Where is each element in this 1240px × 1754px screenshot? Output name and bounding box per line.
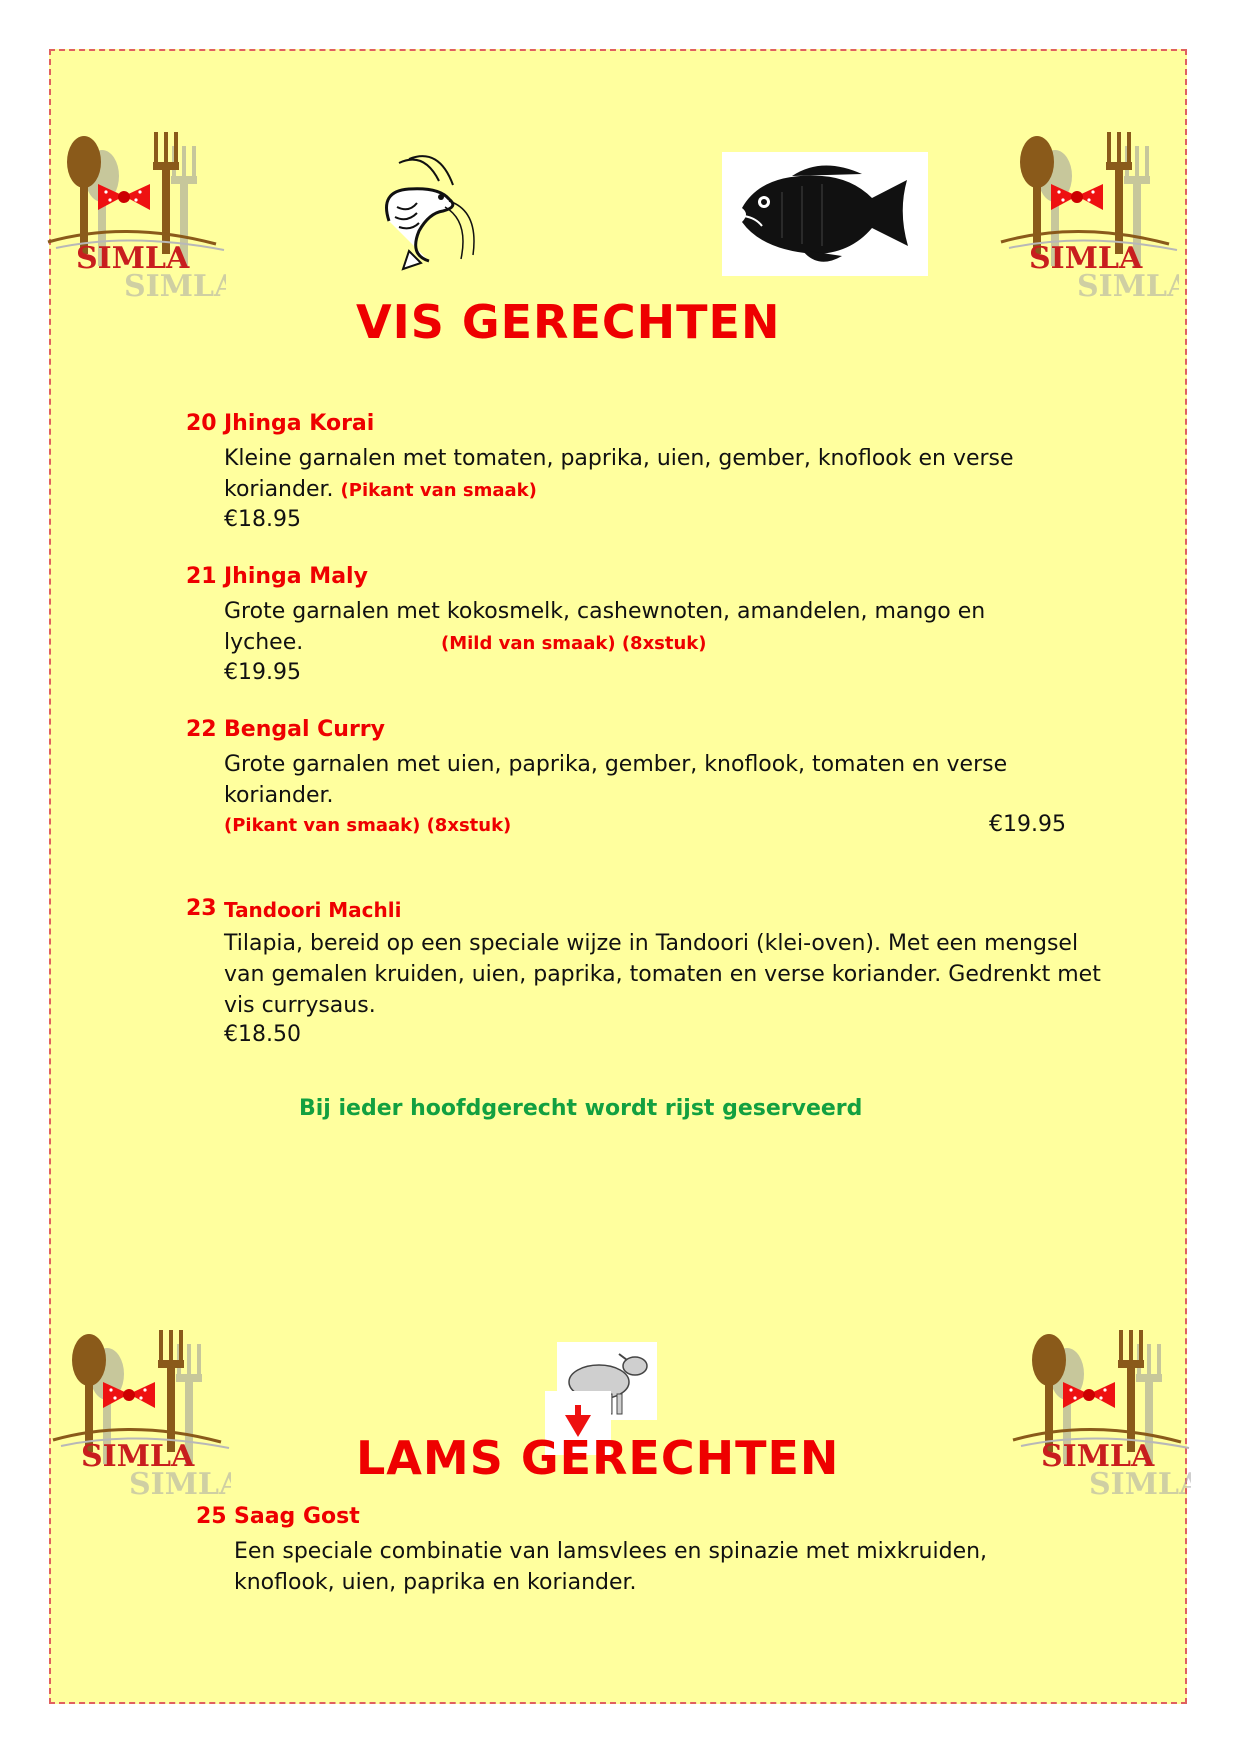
section-title-lamb: LAMS GERECHTEN	[356, 1431, 840, 1485]
item-name: Tandoori Machli	[224, 898, 402, 922]
shrimp-icon	[369, 151, 489, 276]
item-description-text: Kleine garnalen met tomaten, paprika, uien, gember, knoflook en verse koriander.	[224, 446, 1014, 502]
item-note: (Mild van smaak) (8xstuk)	[441, 633, 707, 654]
item-price: €18.95	[224, 507, 301, 532]
item-name: Jhinga Maly	[224, 564, 368, 589]
item-description	[224, 443, 1044, 506]
simla-logo-top-right	[999, 117, 1179, 307]
item-name: Bengal Curry	[224, 717, 385, 742]
item-description-line2: lychee.	[224, 630, 304, 655]
item-description: Een speciale combinatie van lamsvlees en spinazie met mixkruiden, knoflook, uien, paprika en koriander.	[234, 1539, 988, 1595]
item-name: Jhinga Korai	[224, 411, 375, 436]
item-price: €19.95	[224, 660, 301, 685]
item-description: Tilapia, bereid op een speciale wijze in Tandoori (klei-oven). Met een mengsel van gemalen kruiden, uien, paprika, tomaten en verse koriander. Gedrenkt met vis currysaus.	[224, 931, 1101, 1018]
item-note: (Pikant van smaak)	[340, 480, 537, 501]
simla-logo-top-left	[46, 117, 226, 307]
fish-icon	[722, 152, 928, 276]
simla-logo-bottom-left	[51, 1315, 231, 1505]
menu-page	[49, 49, 1187, 1704]
simla-logo-bottom-right	[1011, 1315, 1191, 1505]
item-number: 25	[196, 1504, 227, 1529]
item-name: Saag Gost	[234, 1504, 360, 1529]
item-description: Grote garnalen met uien, paprika, gember, knoflook, tomaten en verse koriander.	[224, 752, 1008, 808]
item-price: €19.95	[989, 812, 1066, 837]
item-description-line1: Grote garnalen met kokosmelk, cashewnoten, amandelen, mango en	[224, 599, 986, 624]
item-number: 23	[186, 896, 217, 921]
item-number: 22	[186, 717, 217, 742]
item-note: (Pikant van smaak) (8xstuk)	[224, 815, 512, 836]
item-number: 21	[186, 564, 217, 589]
section-title-fish: VIS GERECHTEN	[356, 295, 781, 349]
item-number: 20	[186, 411, 217, 436]
rice-note: Bij ieder hoofdgerecht wordt rijst geserveerd	[299, 1096, 863, 1121]
fish-icon-frame	[722, 152, 928, 276]
item-price: €18.50	[224, 1022, 301, 1047]
